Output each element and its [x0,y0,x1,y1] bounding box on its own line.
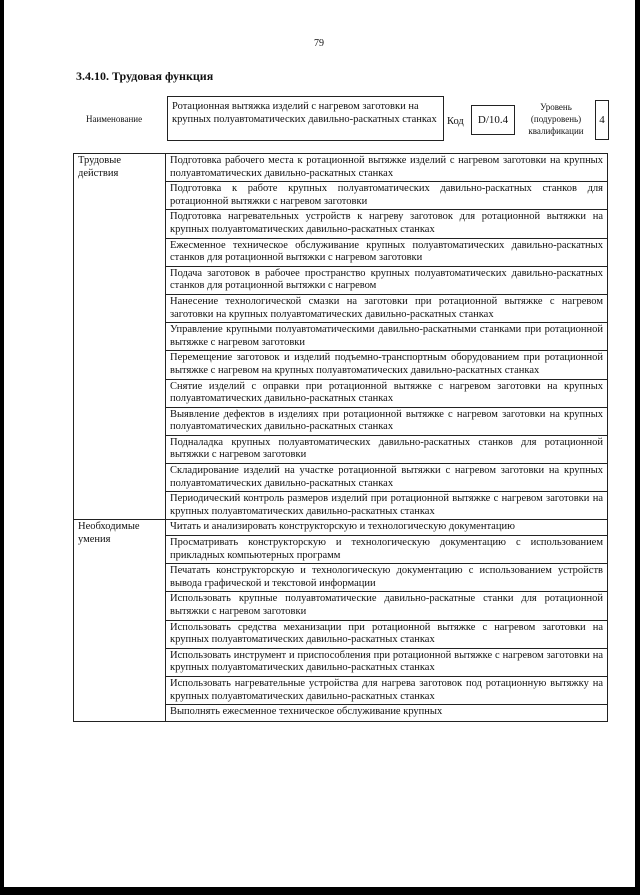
table-cell-item: Ежесменное техническое обслуживание крупных полуавтоматических давильно-раскатных станков для ротационной вытяжки с нагревом заготовки [166,238,608,266]
table-row [74,154,608,182]
table-cell-item: Выполнять ежесменное техническое обслуживание крупных [166,705,608,722]
table-row [74,520,608,536]
section-label: Необходимые умения [74,520,166,722]
table-cell-item: Печатать конструкторскую и технологическую документацию с использованием устройств вывода графической и текстовой информации [166,564,608,592]
table-cell-item: Снятие изделий с оправки при ротационной вытяжке с нагревом заготовки на крупных полуавтоматических давильно-раскатных станках [166,379,608,407]
table-cell-item: Использовать средства механизации при ротационной вытяжке с нагревом заготовки на крупных полуавтоматических давильно-раскатных станках [166,620,608,648]
table-cell-item: Использовать нагревательные устройства для нагрева заготовок под ротационную вытяжку на крупных полуавтоматических давильно-раскатных станках [166,676,608,704]
table-cell-item: Перемещение заготовок и изделий подъемно-транспортным оборудованием при ротационной вытяжке с нагревом на крупных полуавтоматических давильно-раскатных станках [166,351,608,379]
table-cell-item: Складирование изделий на участке ротационной вытяжки с нагревом заготовки на крупных полуавтоматических давильно-раскатных станках [166,464,608,492]
section-title: 3.4.10. Трудовая функция [76,69,214,83]
table-cell-item: Подготовка нагревательных устройств к нагреву заготовок для ротационной вытяжки на крупных полуавтоматических давильно-раскатных станках [166,210,608,238]
section-label: Трудовые действия [74,154,166,520]
level-box: 4 [595,100,609,140]
table-cell-item: Подача заготовок в рабочее пространство крупных полуавтоматических давильно-раскатных станков для ротационной вытяжки с нагревом [166,266,608,294]
table-cell-item: Читать и анализировать конструкторскую и технологическую документацию [166,520,608,536]
table-cell-item: Использовать крупные полуавтоматические давильно-раскатные станки для ротационной вытяжки с нагревом заготовки [166,592,608,620]
table-cell-item: Использовать инструмент и приспособления при ротационной вытяжке с нагревом заготовки на крупных полуавтоматических давильно-раскатных станках [166,648,608,676]
functions-table [73,153,608,722]
table-cell-item: Подготовка к работе крупных полуавтоматических давильно-раскатных станков для ротационной вытяжки с нагревом заготовки [166,182,608,210]
table-cell-item: Подготовка рабочего места к ротационной вытяжке изделий с нагревом заготовки на крупных полуавтоматических давильно-раскатных станках [166,154,608,182]
table-cell-item: Управление крупными полуавтоматическими давильно-раскатными станками при ротационной вытяжке с нагревом заготовки [166,323,608,351]
name-label: Наименование [86,114,143,124]
page-number: 79 [314,38,324,49]
function-name-box: Ротационная вытяжка изделий с нагревом заготовки на крупных полуавтоматических давильно-раскатных станках [167,96,444,141]
table-cell-item: Нанесение технологической смазки на заготовки при ротационной вытяжке с нагревом заготовки на крупных полуавтоматических давильно-раскатных станках [166,294,608,322]
table-cell-item: Просматривать конструкторскую и технологическую документацию с использованием прикладных компьютерных программ [166,536,608,564]
table-cell-item: Периодический контроль размеров изделий при ротационной вытяжке с нагревом заготовки на крупных полуавтоматических давильно-раскатных станках [166,492,608,520]
table-cell-item: Подналадка крупных полуавтоматических давильно-раскатных станков для ротационной вытяжки с нагревом заготовки [166,435,608,463]
document-page [4,0,635,887]
table-cell-item: Выявление дефектов в изделиях при ротационной вытяжке с нагревом заготовки на крупных полуавтоматических давильно-раскатных станках [166,407,608,435]
code-box: D/10.4 [471,105,515,135]
level-label: Уровень (подуровень) квалификации [528,102,584,136]
code-label: Код [447,116,464,127]
